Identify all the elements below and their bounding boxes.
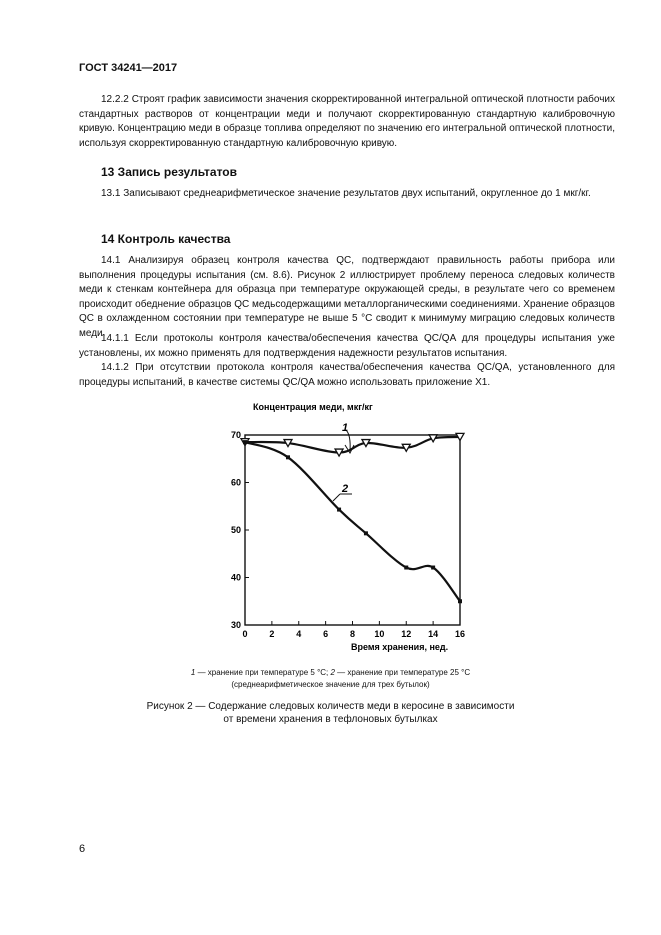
section-13-title: 13 Запись результатов	[101, 165, 237, 179]
paragraph-14-1-2: 14.1.2 При отсутствии протокола контроля качества/обеспечения качества QC/QA, установленного для процедуры испытаний, в качестве системы QC/QA можно использовать приложение Х1.	[79, 362, 615, 388]
x-tick-label: 0	[242, 629, 248, 639]
series-2-point	[404, 566, 408, 570]
y-tick-label: 70	[230, 430, 241, 440]
figure-caption-line-2: от времени хранения в тефлоновых бутылках	[223, 714, 438, 725]
paragraph-12-2-2: 12.2.2 Строят график зависимости значения скорректированной интегральной оптической плотности рабочих стандартных растворов от концентрации меди и получают скорректированную стандартную калибровочную кривую. Концентрацию меди в образце топлива определяют по значению его интегральной оптической плотности, используя скорректированную стандартную калибровочную кривую.	[79, 94, 615, 149]
legend-key-2: 2	[330, 668, 335, 677]
series-callouts	[333, 422, 354, 501]
figure-legend-line-1	[80, 667, 581, 678]
series-2-point	[337, 508, 341, 512]
y-tick-label: 60	[230, 477, 241, 488]
x-axis-label: Время хранения, нед.	[351, 642, 449, 652]
x-ticks	[242, 621, 465, 639]
series-label-1: 1	[342, 422, 349, 434]
paragraph-14-1-1: 14.1.1 Если протоколы контроля качества/обеспечения качества QC/QA для процедуры испытания уже установлены, их можно применять для подтверждения надежности результатов испытания.	[79, 333, 615, 359]
paragraph-14-1: 14.1 Анализируя образец контроля качества QC, подтверждают правильность работы прибора или выполнения процедуры испытания (см. 8.6). Рисунок 2 иллюстрирует проблему переноса следовых количеств меди к стенкам контейнера для образца при температуре окружающей среды, в результате чего со временем происходит обеднение образцов QC медьсодержащими металлорганическими соединениями. Хранение образцов QC в охлажденном состоянии при температуре не выше 5 °С сводит к минимуму миграцию следовых количеств меди.	[79, 255, 615, 339]
callout-line-2	[333, 494, 340, 501]
x-tick-label: 10	[374, 629, 385, 639]
series-2-point	[286, 455, 290, 459]
x-tick-label: 4	[296, 629, 302, 639]
section-14-title: 14 Контроль качества	[101, 232, 231, 246]
x-tick-label: 2	[269, 629, 275, 639]
plot-frame	[245, 435, 460, 625]
series-2-point	[364, 531, 368, 535]
document-header: ГОСТ 34241—2017	[79, 62, 178, 74]
legend-text-1: — хранение при температуре 5 °С;	[195, 668, 331, 677]
series-lines	[245, 437, 460, 601]
series-2-point	[431, 566, 435, 570]
figure-legend-line-2: (среднеарифметическое значение для трех бутылок)	[231, 680, 430, 689]
copper-storage-chart	[205, 393, 480, 658]
series-line-2	[245, 442, 460, 601]
legend-key-1: 1	[190, 668, 196, 677]
x-tick-label: 6	[323, 629, 329, 639]
y-tick-label: 50	[230, 525, 241, 535]
x-tick-label: 8	[349, 629, 356, 639]
y-axis-label: Концентрация меди, мкг/кг	[253, 402, 373, 412]
figure-caption-line-1: Рисунок 2 — Содержание следовых количеств меди в керосине в зависимости	[146, 701, 515, 712]
y-tick-label: 30	[230, 620, 241, 630]
y-ticks	[231, 430, 249, 630]
series-2-point	[458, 599, 462, 603]
x-tick-label: 16	[454, 629, 466, 639]
paragraph-13-1: 13.1 Записывают среднеарифметическое значение результатов двух испытаний, округленное до 1 мкг/кг.	[101, 188, 591, 199]
y-tick-label: 40	[230, 572, 241, 583]
series-2-point	[243, 440, 247, 444]
legend-text-2: — хранение при температуре 25 °С	[334, 668, 471, 677]
x-tick-label: 14	[428, 629, 439, 639]
x-tick-label: 12	[401, 629, 412, 639]
series-markers	[241, 433, 464, 603]
series-label-2: 2	[342, 483, 349, 495]
page-number: 6	[79, 843, 86, 855]
